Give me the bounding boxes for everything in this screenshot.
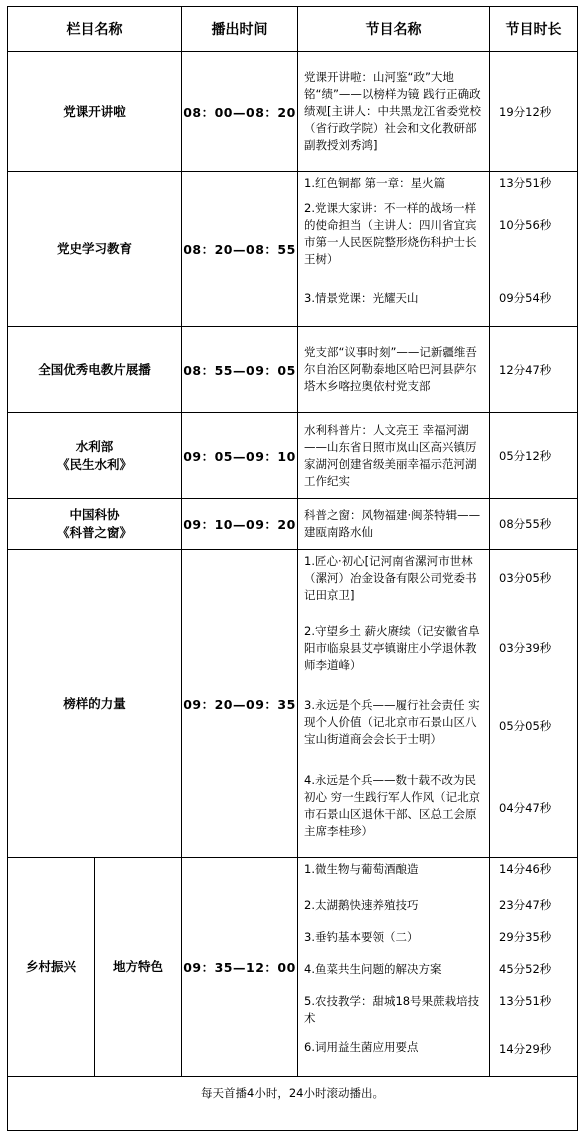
header-air-time: 播出时间 (182, 7, 298, 52)
program-item: 4.鱼菜共生问题的解决方案 (304, 962, 442, 976)
program-item: 3.永远是个兵——履行社会责任 实现个人价值（记北京市石景山区八宝山街道商会会长于士明） (304, 698, 480, 746)
program-duration: 03分39秒 (499, 641, 552, 655)
program-duration: 19分12秒 (490, 52, 578, 172)
air-time: 09：35—12：00 (182, 858, 298, 1077)
duration-list (490, 858, 578, 1077)
sub-column-name: 地方特色 (95, 858, 182, 1077)
program-list (298, 858, 490, 1077)
program-duration: 08分55秒 (490, 499, 578, 550)
program-item: 3.情景党课：光耀天山 (304, 291, 419, 305)
table-row (8, 327, 578, 413)
column-name-line: 水利部 (75, 438, 114, 454)
air-time: 08：20—08：55 (182, 172, 298, 327)
table-row (8, 550, 578, 858)
column-name: 党课开讲啦 (8, 52, 182, 172)
program-duration: 29分35秒 (499, 930, 552, 944)
program-name: 党课开讲啦：山河鉴“政”大地铭“绩”——以榜样为镜 践行正确政绩观[主讲人：中共黑龙江省委党校（省行政学院）社会和文化教研部副教授刘秀鸿] (298, 52, 490, 172)
program-duration: 14分46秒 (499, 862, 552, 876)
program-duration: 12分47秒 (490, 327, 578, 413)
program-duration: 13分51秒 (499, 176, 552, 190)
program-duration: 05分12秒 (490, 413, 578, 499)
footer-note: 每天首播4小时，24小时滚动播出。 (8, 1077, 578, 1131)
table-row (8, 52, 578, 172)
column-name-line: 《科普之窗》 (56, 525, 132, 540)
program-duration: 14分29秒 (499, 1042, 552, 1056)
program-item: 6.词用益生菌应用要点 (304, 1040, 419, 1054)
program-duration: 05分05秒 (499, 719, 552, 733)
program-list (298, 550, 490, 858)
column-name: 全国优秀电教片展播 (8, 327, 182, 413)
program-item: 4.永远是个兵——数十载不改为民初心 穷一生践行军人作风（记北京市石景山区退休干部、区总工会原主席李桂珍） (304, 773, 481, 838)
footer-row (8, 1077, 578, 1131)
table-row (8, 858, 578, 1077)
program-duration: 04分47秒 (499, 801, 552, 815)
program-item: 1.微生物与葡萄酒酿造 (304, 862, 419, 876)
column-name: 榜样的力量 (8, 550, 182, 858)
program-duration: 03分05秒 (499, 571, 552, 585)
column-name-line: 中国科协 (69, 507, 120, 522)
program-name: 科普之窗：风物福建·闽茶特辑——建瓯南路水仙 (298, 499, 490, 550)
air-time: 09：20—09：35 (182, 550, 298, 858)
program-duration: 10分56秒 (499, 218, 552, 232)
column-name (8, 499, 182, 550)
duration-list (490, 172, 578, 327)
program-name: 党支部“议事时刻”——记新疆维吾尔自治区阿勒泰地区哈巴河县萨尔塔木乡喀拉奥依村党支部 (298, 327, 490, 413)
program-item: 2.太湖鹅快速养殖技巧 (304, 898, 419, 912)
column-name-line: 《民生水利》 (56, 456, 132, 472)
program-name: 水利科普片：人文亮王 幸福河湖——山东省日照市岚山区高兴镇厉家湖河创建省级美丽幸福示范河湖工作纪实 (298, 413, 490, 499)
program-duration: 13分51秒 (499, 994, 552, 1008)
header-duration: 节目时长 (490, 7, 578, 52)
duration-list (490, 550, 578, 858)
air-time: 08：55—09：05 (182, 327, 298, 413)
program-item: 2.党课大家讲：不一样的战场一样的使命担当（主讲人：四川省宜宾市第一人民医院整形烧伤科护士长王树） (304, 201, 477, 266)
column-name: 党史学习教育 (8, 172, 182, 327)
header-column-name: 栏目名称 (8, 7, 182, 52)
air-time: 08：00—08：20 (182, 52, 298, 172)
header-row (8, 7, 578, 52)
column-name (8, 413, 182, 499)
header-program-name: 节目名称 (298, 7, 490, 52)
table-row (8, 499, 578, 550)
program-item: 5.农技教学：甜城18号果蔗栽培技术 (304, 994, 480, 1025)
table-row (8, 413, 578, 499)
program-list (298, 172, 490, 327)
table-row (8, 172, 578, 327)
program-item: 2.守望乡土 薪火赓续（记安徽省阜阳市临泉县艾亭镇谢庄小学退休教师李道峰） (304, 624, 480, 672)
program-duration: 23分47秒 (499, 898, 552, 912)
program-item: 1.匠心·初心[记河南省漯河市世林（漯河）冶金设备有限公司党委书记田京卫] (304, 554, 477, 602)
program-item: 1.红色铜都 第一章：星火篇 (304, 176, 446, 190)
program-item: 3.垂钓基本要领（二） (304, 930, 419, 944)
program-duration: 45分52秒 (499, 962, 552, 976)
air-time: 09：05—09：10 (182, 413, 298, 499)
schedule-table (7, 6, 578, 1131)
program-duration: 09分54秒 (499, 291, 552, 305)
column-name: 乡村振兴 (8, 858, 95, 1077)
air-time: 09：10—09：20 (182, 499, 298, 550)
